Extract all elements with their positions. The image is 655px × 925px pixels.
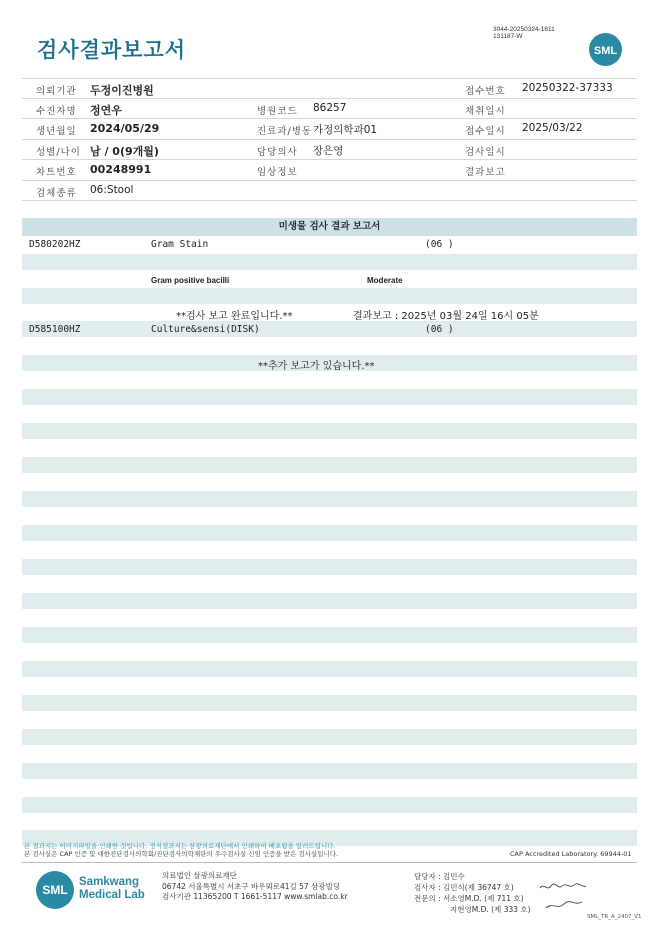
doctor-label: 담당의사 — [257, 146, 298, 158]
dept-value: 가정의학과01 — [313, 124, 378, 136]
sex-age-label: 성별/나이 — [36, 146, 81, 158]
test1-code: D580202HZ — [29, 239, 81, 250]
sml-footer-logo: SML — [36, 871, 74, 909]
receipt-date-value: 2025/03/22 — [522, 122, 583, 134]
info-row — [22, 181, 637, 202]
finding-value: Moderate — [367, 276, 403, 285]
row-stripe — [22, 288, 637, 304]
finding-name: Gram positive bacilli — [151, 276, 230, 285]
collect-date-label: 채취일시 — [465, 105, 506, 117]
row-stripe — [22, 627, 637, 643]
footer-divider — [22, 862, 637, 863]
row-stripe — [22, 423, 637, 439]
complete-message: **검사 보고 완료입니다.** — [176, 311, 293, 322]
test2-number: (06 ) — [425, 324, 454, 335]
cap-accreditation: CAP Accredited Laboratory. 69944-01 — [510, 850, 632, 858]
receipt-no-label: 접수번호 — [465, 86, 506, 97]
company-address: 의료법인 삼광의료재단 06742 서울특별시 서초구 바우뫼로41길 57 삼광빌딩 검사기관 11365200 T 1661-5117 www.smlab.co.kr — [162, 871, 348, 901]
hospital-code-value: 86257 — [313, 101, 347, 114]
birth-label: 생년월일 — [36, 126, 77, 137]
test1-name: Gram Stain — [151, 239, 209, 250]
document-id: 3044-20250324-1611 131187-W — [493, 26, 555, 40]
dept-label: 진료과/병동 — [257, 126, 313, 137]
birth-value: 2024/05/29 — [90, 122, 160, 135]
hospital-label: 의뢰기관 — [36, 86, 77, 97]
specimen-value: 06:Stool — [90, 183, 134, 196]
receipt-no-value: 20250322-37333 — [522, 82, 613, 94]
hospital-value: 두정이진병원 — [90, 84, 154, 97]
test2-code: D585100HZ — [29, 324, 81, 335]
row-stripe — [22, 729, 637, 745]
row-stripe — [22, 525, 637, 541]
test1-number: (06 ) — [425, 239, 454, 250]
row-stripe — [22, 763, 637, 779]
info-row — [22, 140, 637, 161]
report-label: 결과보고 — [465, 167, 506, 178]
doctor-value: 장은영 — [313, 144, 344, 157]
hospital-code-label: 병원코드 — [257, 105, 298, 117]
receipt-date-label: 접수일시 — [465, 126, 506, 137]
row-stripe — [22, 254, 637, 270]
chart-no-value: 00248991 — [90, 163, 152, 176]
form-version: SML_TR_A_2407_V1 — [587, 914, 642, 920]
row-stripe — [22, 321, 637, 337]
sex-age-value: 남 / 0(9개월) — [90, 144, 159, 158]
company-name: Samkwang Medical Lab — [79, 876, 145, 901]
chart-no-label: 차트번호 — [36, 167, 77, 178]
report-title: 검사결과보고서 — [37, 38, 187, 62]
section-title: 미생물 검사 결과 보고서 — [22, 218, 637, 236]
additional-report-message: **추가 보고가 있습니다.** — [258, 361, 375, 372]
row-stripe — [22, 559, 637, 575]
row-stripe — [22, 389, 637, 405]
footer-notice: 본 결과지는 이미지파일을 인쇄한 것입니다. 정식결과지는 삼광의료재단에서 인쇄하여 배포됨을 알려드립니다. 본 검사실은 CAP 인증 및 대한진단검사의학회/진단검사의학재단의 우수검사실 신임 인증을 받은 검사실입니다. — [24, 842, 339, 858]
info-row — [22, 119, 637, 140]
test2-name: Culture&sensi(DISK) — [151, 324, 260, 335]
specimen-label: 검체종류 — [36, 187, 77, 199]
row-stripe — [22, 491, 637, 507]
row-stripe — [22, 695, 637, 711]
staff-list: 담당자 : 김민수 검사자 : 김민식(제 36747 호) 전문의 : 서소영M.D. (제 711 호) 지현영M.D. (제 333 호) — [414, 872, 531, 914]
test-date-label: 검사일시 — [465, 146, 506, 158]
info-row — [22, 160, 637, 181]
row-stripe — [22, 661, 637, 677]
row-stripe — [22, 797, 637, 813]
info-row — [22, 78, 637, 99]
sml-logo: SML — [589, 33, 622, 66]
patient-info-table — [22, 78, 637, 201]
patient-label: 수진자명 — [36, 105, 77, 117]
patient-value: 정연우 — [90, 103, 122, 117]
info-row — [22, 99, 637, 120]
signature-icon — [538, 880, 588, 910]
row-stripe — [22, 593, 637, 609]
row-stripe — [22, 457, 637, 473]
clinical-label: 임상정보 — [257, 167, 298, 178]
report-time: 결과보고 : 2025년 03월 24일 16시 05분 — [353, 311, 539, 322]
